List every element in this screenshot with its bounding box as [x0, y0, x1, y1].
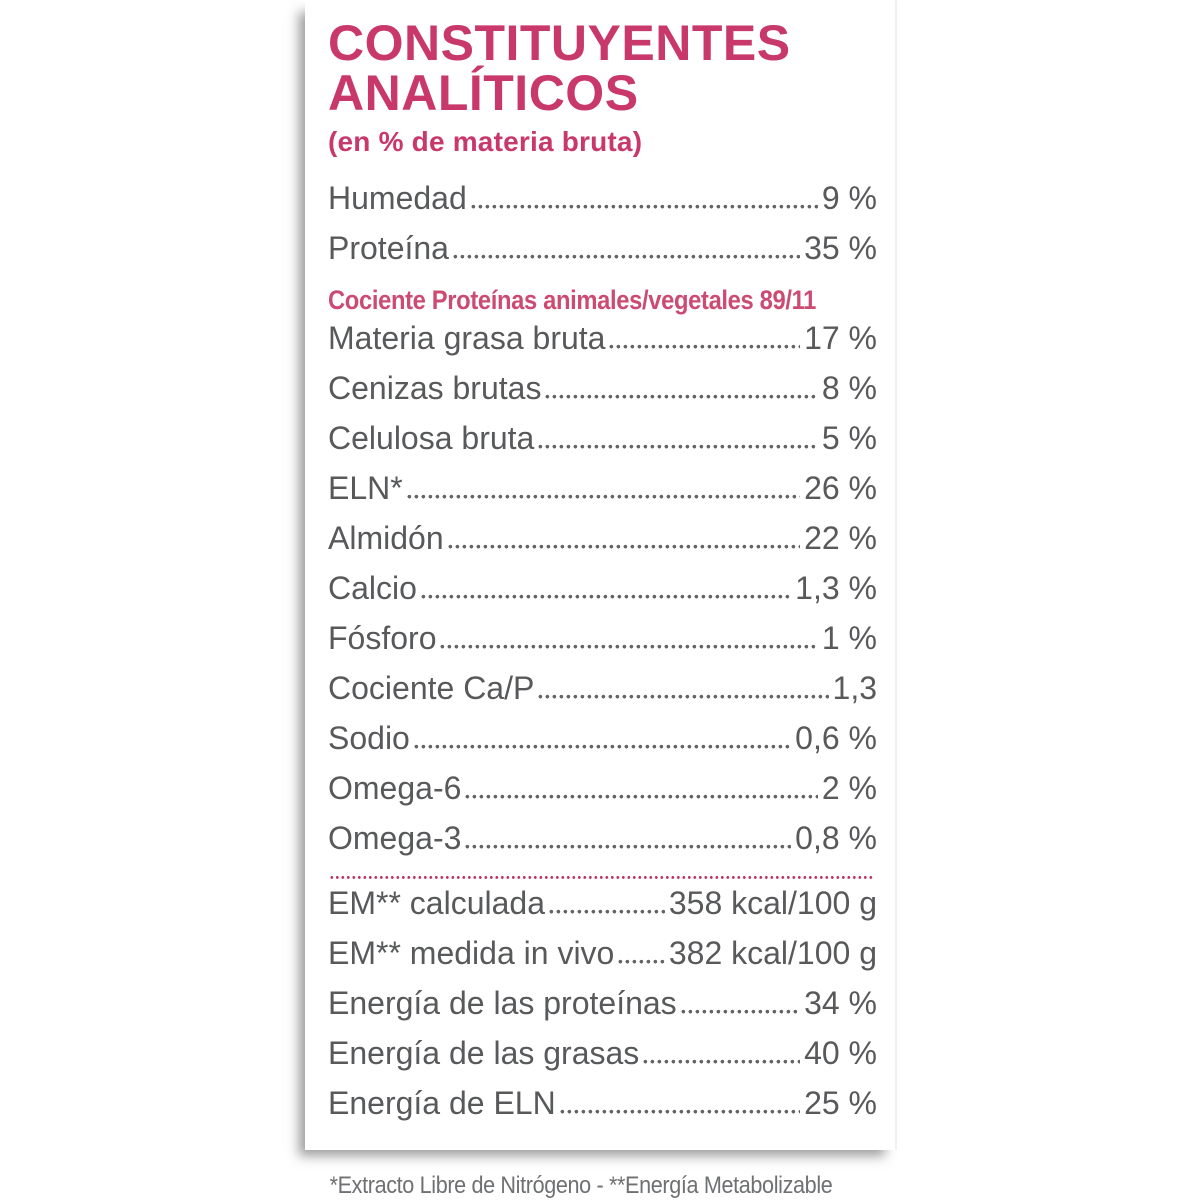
- nutrient-value: 26 %: [804, 470, 877, 506]
- nutrient-value: 5 %: [821, 420, 877, 456]
- panel-title-line2: ANALÍTICOS: [328, 65, 639, 121]
- panel-subtitle: (en % de materia bruta): [328, 126, 643, 157]
- nutrient-value: 2 %: [821, 770, 877, 806]
- dotted-leader: [538, 444, 818, 449]
- nutrient-row-proteina: [328, 230, 877, 280]
- energy-row-proteinas: [328, 985, 877, 1035]
- energy-label: Energía de las proteínas: [328, 985, 677, 1021]
- abbreviations-footnote: *Extracto Libre de Nitrógeno - **Energía Metabolizable: [329, 1172, 833, 1199]
- nutrient-value: 8 %: [821, 370, 877, 406]
- nutrient-value: 1,3 %: [795, 570, 877, 606]
- dotted-leader: [440, 644, 817, 649]
- protein-ratio-note: Cociente Proteínas animales/vegetales 89/11: [328, 284, 817, 315]
- nutrient-value: 17 %: [804, 320, 877, 356]
- nutrient-label: Sodio: [328, 720, 410, 756]
- dotted-leader: [465, 794, 817, 799]
- energy-value: 34 %: [804, 985, 877, 1021]
- nutrient-value: 0,6 %: [795, 720, 877, 756]
- nutrient-row-sodio: [328, 720, 877, 770]
- energy-label: EM** medida in vivo: [328, 935, 615, 971]
- nutrient-label: ELN*: [328, 470, 403, 506]
- energy-row-em-calculada: [328, 885, 877, 935]
- nutrient-label: Humedad: [328, 180, 467, 216]
- nutrient-row-almidon: [328, 520, 877, 570]
- dotted-leader: [448, 544, 800, 549]
- dotted-leader: [545, 394, 817, 399]
- dotted-leader: [453, 254, 800, 259]
- nutrient-value: 22 %: [804, 520, 877, 556]
- nutrient-value: 1,3: [832, 670, 877, 706]
- nutrient-row-cociente-cap: [328, 670, 877, 720]
- nutrient-row-omega6: [328, 770, 877, 820]
- dotted-leader: [618, 959, 665, 964]
- dotted-leader: [538, 694, 828, 699]
- dotted-leader: [471, 204, 818, 209]
- dotted-leader: [609, 344, 800, 349]
- dotted-leader: [414, 744, 791, 749]
- energy-value: 40 %: [804, 1035, 877, 1071]
- panel-title-line1: CONSTITUYENTES: [328, 15, 791, 71]
- nutrient-table: [328, 180, 877, 1135]
- nutrient-label: Omega-6: [328, 770, 462, 806]
- nutrient-label: Almidón: [328, 520, 444, 556]
- energy-value: 25 %: [804, 1085, 877, 1121]
- nutrient-label: Fósforo: [328, 620, 437, 656]
- nutrient-label: Materia grasa bruta: [328, 320, 606, 356]
- nutrient-row-materia-grasa: [328, 320, 877, 370]
- energy-row-eln: [328, 1085, 877, 1135]
- nutrient-label: Omega-3: [328, 820, 462, 856]
- nutrient-value: 9 %: [821, 180, 877, 216]
- nutrient-row-fosforo: [328, 620, 877, 670]
- dotted-leader: [549, 909, 665, 914]
- analytical-constituents-card: [305, 0, 897, 1150]
- nutrient-label: Cenizas brutas: [328, 370, 542, 406]
- pink-dotted-divider: [330, 875, 875, 880]
- nutrient-label: Cociente Ca/P: [328, 670, 535, 706]
- nutrient-value: 0,8 %: [795, 820, 877, 856]
- energy-label: Energía de las grasas: [328, 1035, 640, 1071]
- nutrient-label: Proteína: [328, 230, 449, 266]
- nutrient-row-omega3: [328, 820, 877, 870]
- nutrient-label: Calcio: [328, 570, 417, 606]
- nutrient-row-calcio: [328, 570, 877, 620]
- energy-value: 382 kcal/100 g: [668, 935, 877, 971]
- nutrient-row-eln: [328, 470, 877, 520]
- dotted-leader: [465, 844, 791, 849]
- nutrient-value: 1 %: [821, 620, 877, 656]
- panel-title: [328, 15, 877, 121]
- nutrient-label: Celulosa bruta: [328, 420, 535, 456]
- nutrient-value: 35 %: [804, 230, 877, 266]
- energy-row-em-medida: [328, 935, 877, 985]
- dotted-leader: [421, 594, 791, 599]
- dotted-leader: [407, 494, 800, 499]
- dotted-leader: [560, 1109, 800, 1114]
- energy-label: Energía de ELN: [328, 1085, 556, 1121]
- energy-label: EM** calculada: [328, 885, 545, 921]
- nutrient-row-cenizas: [328, 370, 877, 420]
- nutrient-row-celulosa: [328, 420, 877, 470]
- energy-row-grasas: [328, 1035, 877, 1085]
- nutrient-row-humedad: [328, 180, 877, 230]
- dotted-leader: [681, 1009, 800, 1014]
- dotted-leader: [643, 1059, 800, 1064]
- energy-value: 358 kcal/100 g: [668, 885, 877, 921]
